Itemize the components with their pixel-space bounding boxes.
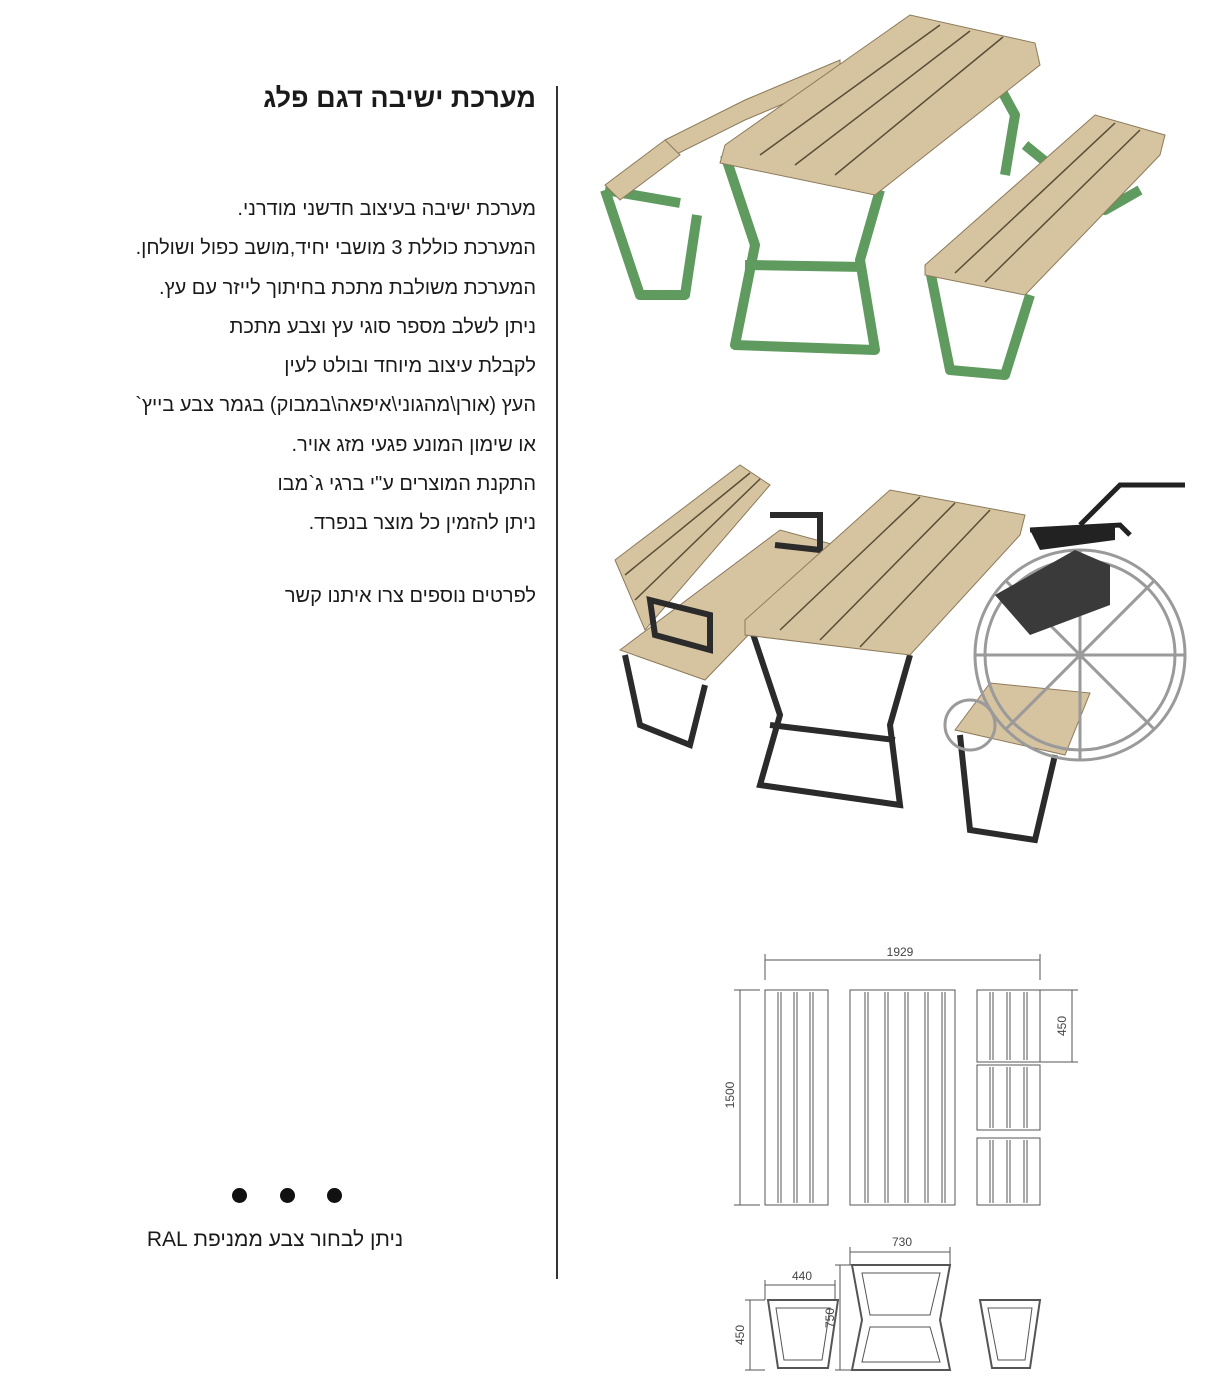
vertical-divider bbox=[556, 86, 558, 1279]
dimension-label: 750 bbox=[823, 1307, 837, 1329]
dimension-label: 1929 bbox=[886, 945, 914, 959]
dimension-label: 450 bbox=[733, 1324, 747, 1346]
black-seating-set-image bbox=[610, 455, 1205, 855]
description-line: או שימון המונע פגעי מזג אויר. bbox=[291, 433, 536, 456]
dimension-label: 730 bbox=[891, 1235, 913, 1249]
dot-icon bbox=[232, 1188, 247, 1203]
contact-text: לפרטים נוספים צרו איתנו קשר bbox=[284, 585, 536, 607]
technical-drawing-end-views bbox=[730, 1230, 1060, 1390]
description-line: העץ (אורן\מהגוני\איפאה\במבוק) בגמר צבע בייץ` bbox=[135, 394, 536, 417]
dimension-label: 450 bbox=[1055, 1015, 1069, 1037]
decorative-dots bbox=[232, 1185, 342, 1205]
technical-drawing-top-view bbox=[720, 940, 1080, 1215]
dimension-label: 1500 bbox=[723, 1081, 737, 1109]
description-line: לקבלת עיצוב מיוחד ובולט לעין bbox=[284, 355, 536, 378]
description-line: מערכת ישיבה בעיצוב חדשני מודרני. bbox=[237, 198, 536, 220]
description-line: המערכת כוללת 3 מושבי יחיד,מושב כפול ושולחן. bbox=[135, 237, 536, 260]
description-line: ניתן להזמין כל מוצר בנפרד. bbox=[308, 512, 536, 535]
product-description bbox=[0, 190, 536, 544]
green-seating-set-image bbox=[585, 5, 1185, 395]
description-line: ניתן לשלב מספר סוגי עץ וצבע מתכת bbox=[229, 315, 536, 338]
text-column bbox=[0, 0, 545, 1400]
ral-color-note: ניתן לבחור צבע ממניפת RAL bbox=[146, 1228, 404, 1251]
dot-icon bbox=[327, 1188, 342, 1203]
dot-icon bbox=[280, 1188, 295, 1203]
dimension-label: 440 bbox=[791, 1269, 813, 1283]
product-title: מערכת ישיבה דגם פלג bbox=[263, 83, 536, 113]
description-line: המערכת משולבת מתכת בחיתוך לייזר עם עץ. bbox=[158, 276, 536, 299]
description-line: התקנת המוצרים ע"י ברגי ג`מבו bbox=[277, 473, 536, 496]
